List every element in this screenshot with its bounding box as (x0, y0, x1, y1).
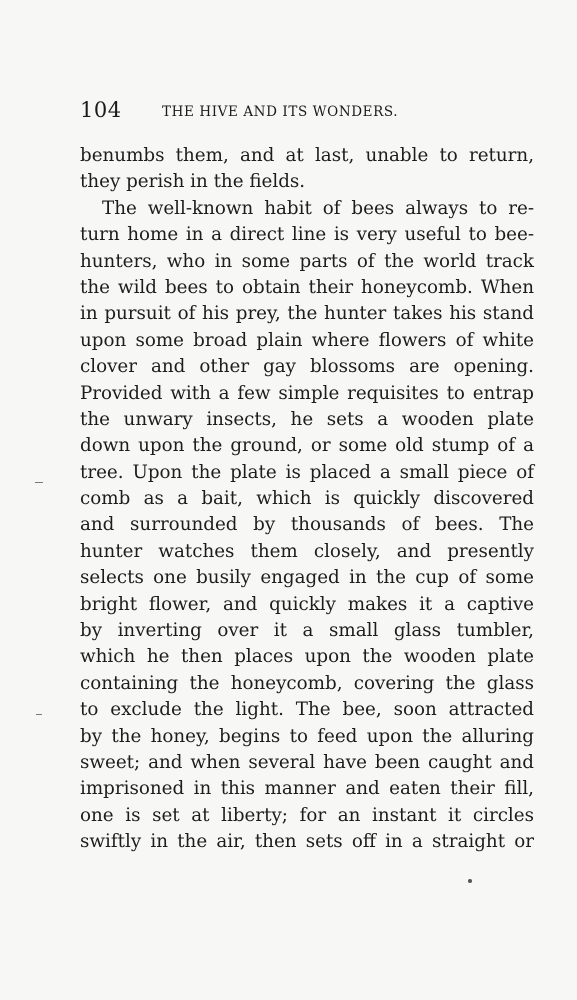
text-line: turn home in a direct line is very useful to bee- (80, 224, 534, 246)
text-line: swiftly in the air, then sets off in a straight or (80, 831, 534, 853)
print-speck (36, 714, 42, 715)
page-header (80, 96, 532, 126)
text-line: the wild bees to obtain their honeycomb. When (80, 276, 534, 298)
text-line: in pursuit of his prey, the hunter takes his stand (80, 303, 534, 325)
page-number: 104 (80, 98, 122, 122)
text-line: and surrounded by thousands of bees. The (80, 514, 534, 536)
text-line: clover and other gay blossoms are opening. (80, 356, 534, 378)
text-line: tree. Upon the plate is placed a small piece of (80, 461, 534, 483)
text-line: selects one busily engaged in the cup of some (80, 567, 534, 589)
paragraph-first-line: The well-known habit of bees always to re- (102, 197, 534, 219)
text-line: imprisoned in this manner and eaten their fill, (80, 778, 534, 800)
text-line: one is set at liberty; for an instant it circles (80, 804, 534, 826)
text-line: Provided with a few simple requisites to entrap (80, 382, 534, 404)
text-line: bright flower, and quickly makes it a captive (80, 593, 534, 615)
print-speck (468, 879, 472, 883)
text-line: containing the honeycomb, covering the glass (80, 672, 534, 694)
text-line: upon some broad plain where flowers of white (80, 329, 534, 351)
text-line: by inverting over it a small glass tumbler, (80, 620, 534, 642)
text-line: by the honey, begins to feed upon the alluring (80, 725, 534, 747)
text-line: they perish in the fields. (80, 171, 306, 193)
body-text (80, 143, 534, 856)
print-speck (35, 482, 43, 483)
text-line: which he then places upon the wooden plate (80, 646, 534, 668)
text-line: benumbs them, and at last, unable to return, (80, 145, 534, 166)
text-line: to exclude the light. The bee, soon attracted (80, 699, 534, 721)
running-head: THE HIVE AND ITS WONDERS. (162, 104, 399, 120)
text-line: down upon the ground, or some old stump of a (80, 435, 534, 457)
text-line: the unwary insects, he sets a wooden plate (80, 408, 534, 430)
text-line: hunters, who in some parts of the world track (80, 250, 534, 272)
text-line: comb as a bait, which is quickly discovered (80, 488, 534, 510)
text-line: hunter watches them closely, and presently (80, 540, 534, 562)
text-line: sweet; and when several have been caught and (80, 751, 534, 773)
